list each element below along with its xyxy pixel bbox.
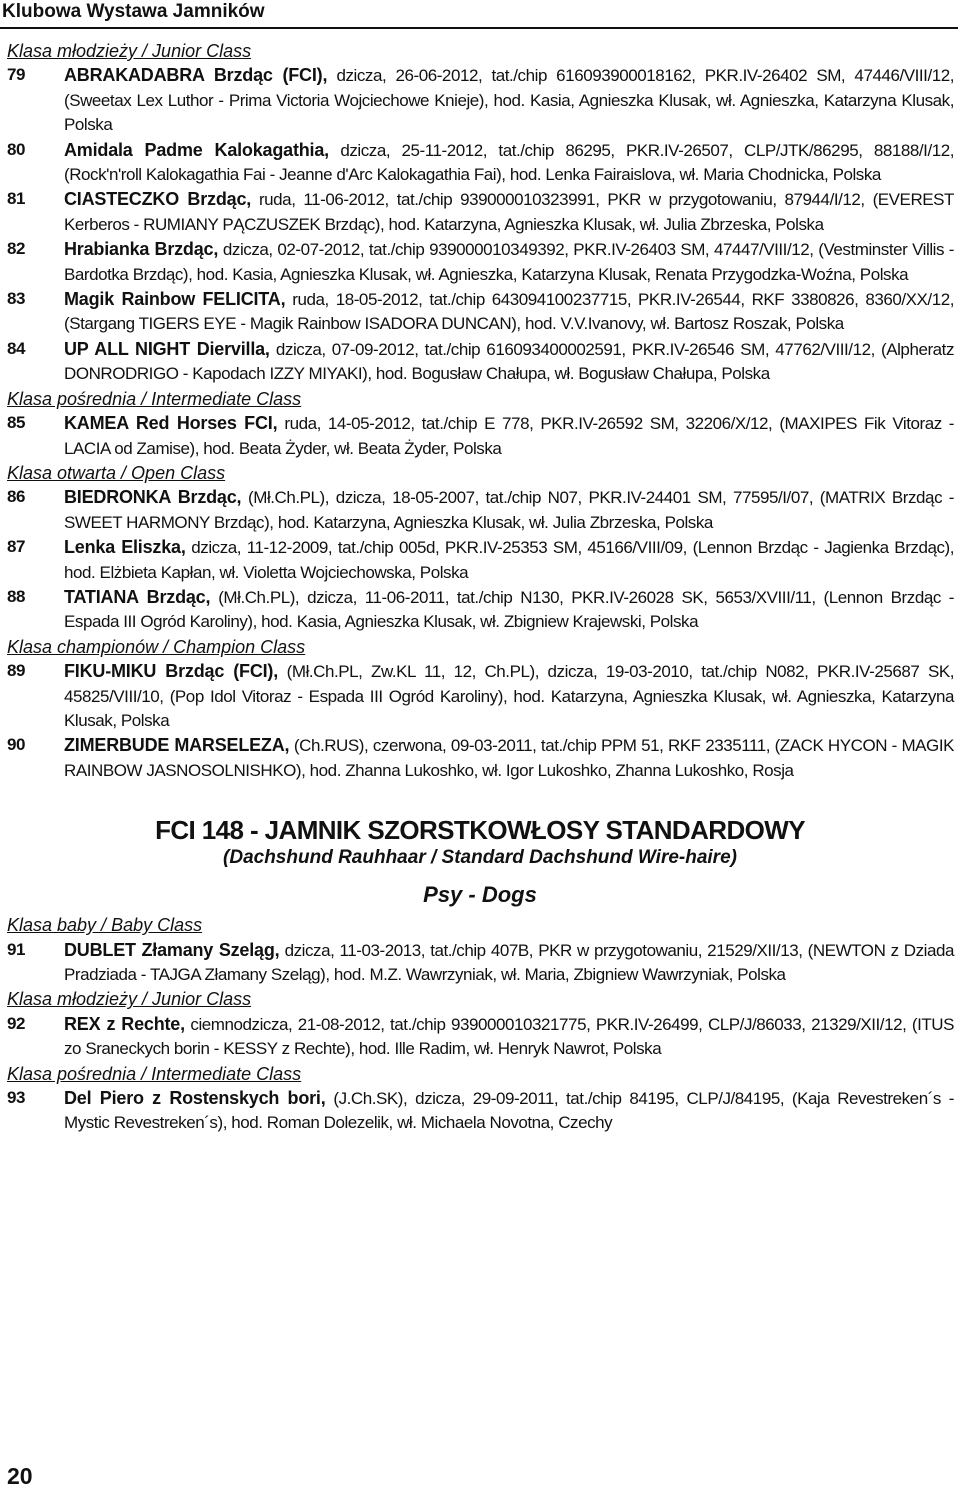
- entry-details: ruda, 14-05-2012, tat./chip E 778, PKR.IV-26592 SM, 32206/X/12, (MAXIPES Fik Vitoraz - LACIA od Zamise), hod. Beata Żyder, wł. Beata Żyder, Polska: [64, 414, 954, 458]
- class-section: [0, 39, 960, 387]
- class-section: [0, 987, 960, 1061]
- class-heading: Klasa pośrednia / Intermediate Class: [7, 1063, 302, 1084]
- catalog-entry: [0, 411, 960, 461]
- entry-number: 87: [7, 537, 26, 557]
- class-section: [0, 635, 960, 783]
- class-heading: Klasa championów / Champion Class: [7, 636, 306, 657]
- page-header: [0, 0, 958, 29]
- entry-number: 86: [7, 487, 26, 507]
- sections-bottom: [0, 913, 960, 1136]
- entry-number: 92: [7, 1013, 26, 1033]
- dog-name: Hrabianka Brzdąc,: [64, 239, 219, 260]
- catalog-entry: [0, 187, 960, 237]
- dog-name: FIKU-MIKU Brzdąc (FCI),: [64, 661, 279, 682]
- dog-name: UP ALL NIGHT Diervilla,: [64, 338, 270, 359]
- dog-name: Lenka Eliszka,: [64, 537, 186, 558]
- dog-name: Amidala Padme Kalokagathia,: [64, 139, 329, 160]
- class-section: [0, 461, 960, 635]
- catalog-content: [0, 39, 960, 1136]
- entry-details: dzicza, 11-12-2009, tat./chip 005d, PKR.IV-25353 SM, 45166/VIII/09, (Lennon Brzdąc - Jagienka Brzdąc), hod. Elżbieta Kapłan, wł. Violetta Wojciechowska, Polska: [64, 538, 954, 582]
- class-section: [0, 913, 960, 987]
- sex-heading: Psy - Dogs: [423, 882, 537, 908]
- entry-number: 84: [7, 338, 26, 358]
- dog-name: Del Piero z Rostenskych bori,: [64, 1088, 326, 1109]
- dog-name: KAMEA Red Horses FCI,: [64, 413, 278, 434]
- dog-name: REX z Rechte,: [64, 1013, 185, 1034]
- class-heading: Klasa baby / Baby Class: [7, 915, 203, 936]
- class-heading: Klasa pośrednia / Intermediate Class: [7, 388, 302, 409]
- entry-details: ruda, 11-06-2012, tat./chip 939000010323991, PKR w przygotowaniu, 87944/I/12, (EVEREST Kerberos - RUMIANY PĄCZUSZEK Brzdąc), hod. Katarzyna, Agnieszka Klusak, wł. Julia Zbrzeska, Polska: [64, 190, 954, 234]
- dog-name: DUBLET Złamany Szeląg,: [64, 939, 280, 960]
- entry-number: 80: [7, 139, 26, 159]
- catalog-entry: [0, 138, 960, 188]
- entry-details: (J.Ch.SK), dzicza, 29-09-2011, tat./chip 84195, CLP/J/84195, (Kaja Revestreken´s - Mystic Revestreken´s), hod. Roman Dolezelik, wł. Michaela Novotna, Czechy: [64, 1089, 955, 1133]
- entry-details: dzicza, 25-11-2012, tat./chip 86295, PKR.IV-26507, CLP/JTK/86295, 88188/I/12, (Rock'n'roll Kalokagathia Fai - Jeanne d'Arc Kalokagathia Fai), hod. Lenka Fairaislova, wł. Maria Chodnicka, Polska: [64, 140, 955, 185]
- entry-details: dzicza, 26-06-2012, tat./chip 616093900018162, PKR.IV-26402 SM, 47446/VIII/12, (Sweetax Lex Luthor - Prima Victoria Wojciechowe Knieje), hod. Kasia, Agnieszka Klusak, wł. Agnieszka, Katarzyna Klusak, Polska: [64, 66, 954, 135]
- entry-details: ruda, 18-05-2012, tat./chip 643094100237715, PKR.IV-26544, RKF 3380826, 8360/XX/12, (Stargang TIGERS EYE - Magik Rainbow ISADORA DUNCAN), hod. V.V.Ivanovy, wł. Bartosz Roszak, Polska: [64, 290, 954, 334]
- class-section: [0, 1062, 960, 1136]
- dog-name: Magik Rainbow FELICITA,: [64, 289, 286, 310]
- entry-number: 82: [7, 239, 26, 259]
- page-number: 20: [7, 1463, 33, 1489]
- entry-details: dzicza, 11-03-2013, tat./chip 407B, PKR w przygotowaniu, 21529/XII/13, (NEWTON z Dziada Pradziada - TAJGA Złamany Szeląg), hod. M.Z. Wawrzyniak, wł. Maria, Zbigniew Wawrzyniak, Polska: [64, 940, 955, 984]
- entry-number: 85: [7, 413, 26, 433]
- entry-details: dzicza, 02-07-2012, tat./chip 939000010349392, PKR.IV-26403 SM, 47447/VIII/12, (Vestminster Villis - Bardotka Brzdąc), hod. Kasia, Agnieszka Klusak, wł. Agnieszka, Katarzyna Klusak, Renata Przygodzka-Woźna, Polska: [64, 240, 954, 284]
- catalog-entry: [0, 485, 960, 535]
- entry-number: 79: [7, 65, 26, 85]
- breed-subtitle: (Dachshund Rauhhaar / Standard Dachshund Wire-haire): [223, 847, 737, 869]
- entry-number: 90: [7, 735, 26, 755]
- class-section: [0, 387, 960, 461]
- entry-details: ciemnodzicza, 21-08-2012, tat./chip 939000010321775, PKR.IV-26499, CLP/J/86033, 21329/XII/12, (ITUS zo Sraneckych borin - KESSY z Rechte), hod. Ille Radim, wł. Henryk Nawrot, Polska: [64, 1014, 955, 1059]
- dog-name: ZIMERBUDE MARSELEZA,: [64, 735, 290, 756]
- entry-number: 83: [7, 289, 26, 309]
- entry-number: 81: [7, 189, 26, 209]
- dog-name: TATIANA Brzdąc,: [64, 586, 211, 607]
- catalog-entry: [0, 63, 960, 137]
- catalog-entry: [0, 287, 960, 337]
- entry-number: 93: [7, 1088, 26, 1108]
- catalog-entry: [0, 535, 960, 585]
- entry-details: (Mł.Ch.PL), dzicza, 18-05-2007, tat./chip N07, PKR.IV-24401 SM, 77595/I/07, (MATRIX Brzdąc - SWEET HARMONY Brzdąc), hod. Katarzyna, Agnieszka Klusak, wł. Julia Zbrzeska, Polska: [64, 488, 954, 532]
- catalog-entry: [0, 237, 960, 287]
- catalog-entry: [0, 938, 960, 988]
- dog-name: BIEDRONKA Brzdąc,: [64, 487, 242, 508]
- dog-name: ABRAKADABRA Brzdąc (FCI),: [64, 65, 328, 86]
- entry-details: (Mł.Ch.PL), dzicza, 11-06-2011, tat./chip N130, PKR.IV-26028 SK, 5653/XVIII/11, (Lennon Brzdąc - Espada III Ogród Karoliny), hod. Kasia, Agnieszka Klusak, wł. Zbigniew Krajewski, Polska: [64, 587, 954, 632]
- catalog-entry: [0, 659, 960, 733]
- class-heading: Klasa młodzieży / Junior Class: [7, 41, 252, 61]
- entry-details: (Mł.Ch.PL, Zw.KL 11, 12, Ch.PL), dzicza, 19-03-2010, tat./chip N082, PKR.IV-25687 SK, 45825/VIII/10, (Pop Idol Vitoraz - Espada III Ogród Karoliny), hod. Katarzyna, Agnieszka Klusak, wł. Agnieszka, Katarzyna Klusak, Polska: [64, 662, 955, 730]
- catalog-entry: [0, 585, 960, 635]
- sections-top: [0, 39, 960, 783]
- dog-name: CIASTECZKO Brzdąc,: [64, 189, 252, 210]
- catalog-entry: [0, 1012, 960, 1062]
- class-heading: Klasa otwarta / Open Class: [7, 462, 226, 483]
- catalog-entry: [0, 733, 960, 783]
- entry-number: 91: [7, 939, 26, 959]
- class-heading: Klasa młodzieży / Junior Class: [7, 989, 252, 1010]
- entry-number: 88: [7, 586, 26, 606]
- entry-details: (Ch.RUS), czerwona, 09-03-2011, tat./chip PPM 51, RKF 2335111, (ZACK HYCON - MAGIK RAINBOW JASNOSOLNISHKO), hod. Zhanna Lukoshko, wł. Igor Lukoshko, Zhanna Lukoshko, Rosja: [64, 736, 954, 780]
- page-title: Klubowa Wystawa Jamników: [2, 1, 265, 22]
- breed-title: FCI 148 - JAMNIK SZORSTKOWŁOSY STANDARDOWY: [155, 815, 805, 846]
- entry-details: dzicza, 07-09-2012, tat./chip 616093400002591, PKR.IV-26546 SM, 47762/VIII/12, (Alpheratz DONRODRIGO - Kapodach IZZY MIYAKI), hod. Bogusław Chałupa, wł. Bogusław Chałupa, Polska: [64, 339, 954, 384]
- catalog-entry: [0, 337, 960, 387]
- breed-block: [0, 815, 960, 909]
- catalog-entry: [0, 1086, 960, 1136]
- entry-number: 89: [7, 661, 26, 681]
